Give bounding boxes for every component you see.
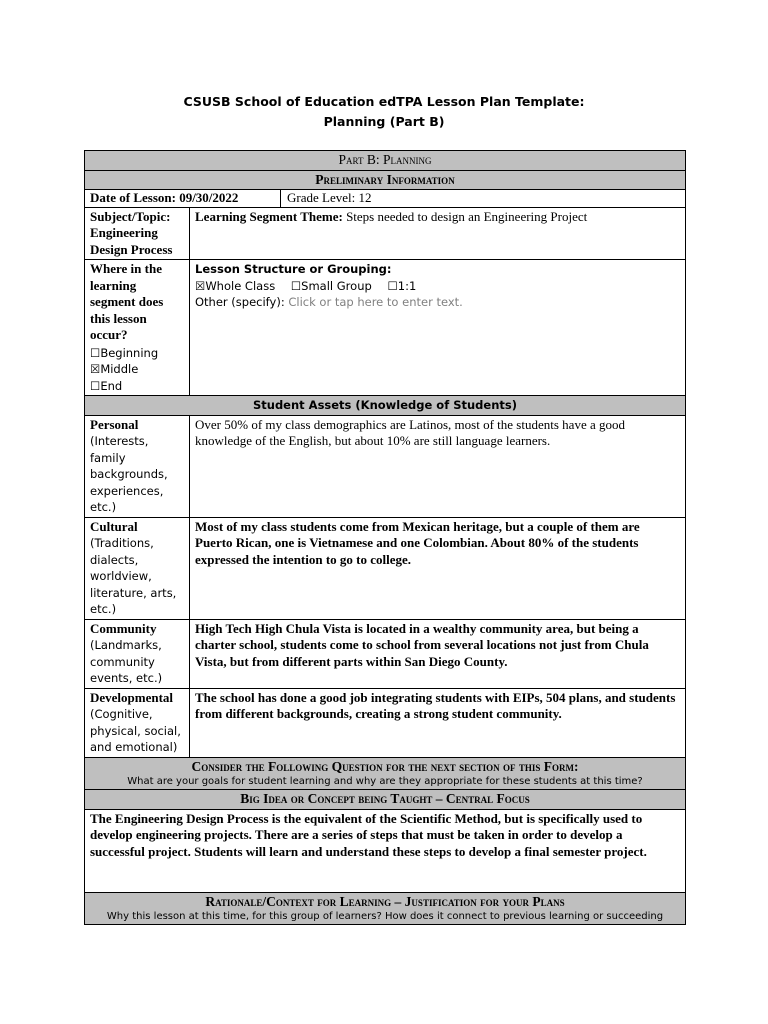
asset-sub-line: family bbox=[90, 450, 126, 465]
grade-field[interactable] bbox=[280, 190, 371, 207]
asset-sub-line: dialects, bbox=[90, 552, 139, 567]
rationale-question: Why this lesson at this time, for this group of learners? How does it connect to previous learning or succeeding bbox=[106, 911, 664, 922]
asset-label: Community bbox=[90, 620, 157, 636]
structure-label: Lesson Structure or Grouping: bbox=[195, 262, 392, 276]
asset-label: Cultural bbox=[90, 518, 138, 534]
asset-sub-line: (Cognitive, bbox=[90, 707, 153, 721]
rationale-cell bbox=[85, 892, 686, 925]
rationale-heading: Rationale/Context for Learning – Justification for your Plans bbox=[205, 893, 565, 909]
asset-sub-line: (Interests, bbox=[90, 434, 149, 448]
document-title: CSUSB School of Education edTPA Lesson Plan Template: bbox=[183, 94, 585, 109]
asset-text-community[interactable]: High Tech High Chula Vista is located in a wealthy community area, but being a charter school, students come to school from several locations not just from Chula Vista, but from different parts within San Diego County. bbox=[190, 619, 686, 688]
date-value: 09/30/2022 bbox=[179, 190, 239, 205]
grouping-option-small-group[interactable] bbox=[291, 279, 372, 293]
checkbox-unchecked-icon[interactable]: ☐ bbox=[90, 378, 101, 393]
big-idea-heading-row bbox=[85, 790, 686, 810]
asset-sub-line: literature, arts, bbox=[90, 585, 177, 600]
where-label-2: learning bbox=[90, 277, 137, 293]
other-input[interactable]: Click or tap here to enter text. bbox=[288, 295, 463, 309]
asset-row-community bbox=[85, 619, 686, 688]
checkbox-checked-icon[interactable]: ☒ bbox=[90, 362, 101, 376]
grouping-option-label: Whole Class bbox=[205, 278, 276, 293]
where-label-3: segment does bbox=[90, 294, 164, 309]
assets-heading: Student Assets (Knowledge of Students) bbox=[85, 396, 686, 416]
subject-value-line1: Engineering bbox=[90, 225, 158, 240]
big-idea-row bbox=[85, 809, 686, 892]
asset-label-cell bbox=[85, 517, 190, 619]
asset-text-developmental[interactable]: The school has done a good job integrating students with EIPs, 504 plans, and students from different backgrounds, creating a strong student community. bbox=[190, 688, 686, 757]
consider-question: What are your goals for student learning and why are they appropriate for these students at this time? bbox=[127, 776, 643, 787]
big-idea-heading: Big Idea or Concept being Taught – Central Focus bbox=[85, 790, 686, 810]
other-label: Other (specify): bbox=[195, 295, 285, 309]
segment-option-middle[interactable] bbox=[90, 361, 184, 378]
grouping-option-one-to-one[interactable] bbox=[387, 279, 416, 293]
theme-cell bbox=[190, 207, 686, 260]
asset-sub-line: physical, social, bbox=[90, 723, 181, 738]
segment-option-end[interactable] bbox=[90, 378, 184, 395]
lesson-plan-form bbox=[84, 150, 686, 925]
where-label-4: this lesson bbox=[90, 310, 147, 326]
asset-label-cell bbox=[85, 619, 190, 688]
asset-row-personal bbox=[85, 415, 686, 517]
asset-label-cell bbox=[85, 688, 190, 757]
subject-value-line2: Design Process bbox=[90, 241, 173, 257]
checkbox-unchecked-icon[interactable]: ☐ bbox=[387, 278, 398, 293]
segment-option-label: End bbox=[100, 378, 123, 393]
segment-option-beginning[interactable] bbox=[90, 345, 184, 362]
asset-text-personal[interactable]: Over 50% of my class demographics are Latinos, most of the students have a good knowledge of the English, but about 10% are still language learners. bbox=[190, 415, 686, 517]
asset-text-cultural[interactable]: Most of my class students come from Mexican heritage, but a couple of them are Puerto Rican, one is Vietnamese and one Colombian. About 80% of the students expressed the intention to go to college. bbox=[190, 517, 686, 619]
preliminary-heading-row bbox=[85, 170, 686, 190]
checkbox-checked-icon[interactable]: ☒ bbox=[195, 278, 206, 293]
rationale-row bbox=[85, 892, 686, 925]
date-field[interactable] bbox=[90, 190, 280, 207]
asset-label: Developmental bbox=[90, 689, 174, 705]
big-idea-text[interactable]: The Engineering Design Process is the equivalent of the Scientific Method, but is specifically used to develop engineering projects. There are a series of steps that must be taken in order to develop a successful project. Students will learn and understand these steps to develop a final semester project. bbox=[85, 809, 686, 892]
theme-value[interactable]: Steps needed to design an Engineering Project bbox=[346, 208, 588, 224]
asset-sub-line: worldview, bbox=[90, 569, 152, 583]
where-row bbox=[85, 260, 686, 396]
assets-heading-row bbox=[85, 396, 686, 416]
segment-option-label: Beginning bbox=[100, 345, 159, 360]
asset-sub-line: etc.) bbox=[90, 500, 117, 514]
grouping-option-whole-class[interactable] bbox=[195, 279, 275, 293]
date-grade-row bbox=[85, 190, 686, 208]
grouping-option-label: 1:1 bbox=[397, 278, 417, 293]
subject-label: Subject/Topic: bbox=[90, 208, 171, 224]
part-heading: Part B: Planning bbox=[85, 151, 686, 171]
asset-sub-line: events, etc.) bbox=[90, 671, 163, 685]
asset-label-cell bbox=[85, 415, 190, 517]
asset-label: Personal bbox=[90, 416, 139, 432]
where-label-5: occur? bbox=[90, 327, 128, 342]
asset-row-cultural bbox=[85, 517, 686, 619]
where-cell bbox=[85, 260, 190, 396]
consider-cell bbox=[85, 757, 686, 790]
where-label-1: Where in the bbox=[90, 261, 162, 276]
checkbox-unchecked-icon[interactable]: ☐ bbox=[290, 278, 302, 293]
date-grade-cell bbox=[85, 190, 686, 208]
grade-value: 12 bbox=[358, 190, 372, 205]
checkbox-unchecked-icon[interactable]: ☐ bbox=[90, 345, 101, 360]
subject-cell bbox=[85, 207, 190, 260]
asset-sub-line: backgrounds, bbox=[90, 467, 168, 481]
consider-row bbox=[85, 757, 686, 790]
theme-label: Learning Segment Theme: bbox=[195, 208, 343, 224]
preliminary-heading: Preliminary Information bbox=[85, 170, 686, 190]
asset-sub-line: (Landmarks, bbox=[90, 638, 162, 652]
structure-cell bbox=[190, 260, 686, 396]
grouping-option-label: Small Group bbox=[301, 278, 372, 293]
asset-sub-line: community bbox=[90, 654, 155, 669]
asset-sub-line: and emotional) bbox=[90, 740, 178, 754]
segment-option-label: Middle bbox=[100, 362, 139, 376]
part-heading-row bbox=[85, 151, 686, 171]
grade-label: Grade Level: bbox=[287, 190, 356, 205]
asset-sub-line: (Traditions, bbox=[90, 536, 154, 550]
subject-row bbox=[85, 207, 686, 260]
asset-sub-line: etc.) bbox=[90, 602, 117, 616]
asset-sub-line: experiences, bbox=[90, 483, 164, 498]
date-label: Date of Lesson: bbox=[90, 190, 176, 205]
asset-row-developmental bbox=[85, 688, 686, 757]
document-subtitle: Planning (Part B) bbox=[323, 114, 445, 129]
consider-heading: Consider the Following Question for the next section of this Form: bbox=[191, 758, 579, 774]
